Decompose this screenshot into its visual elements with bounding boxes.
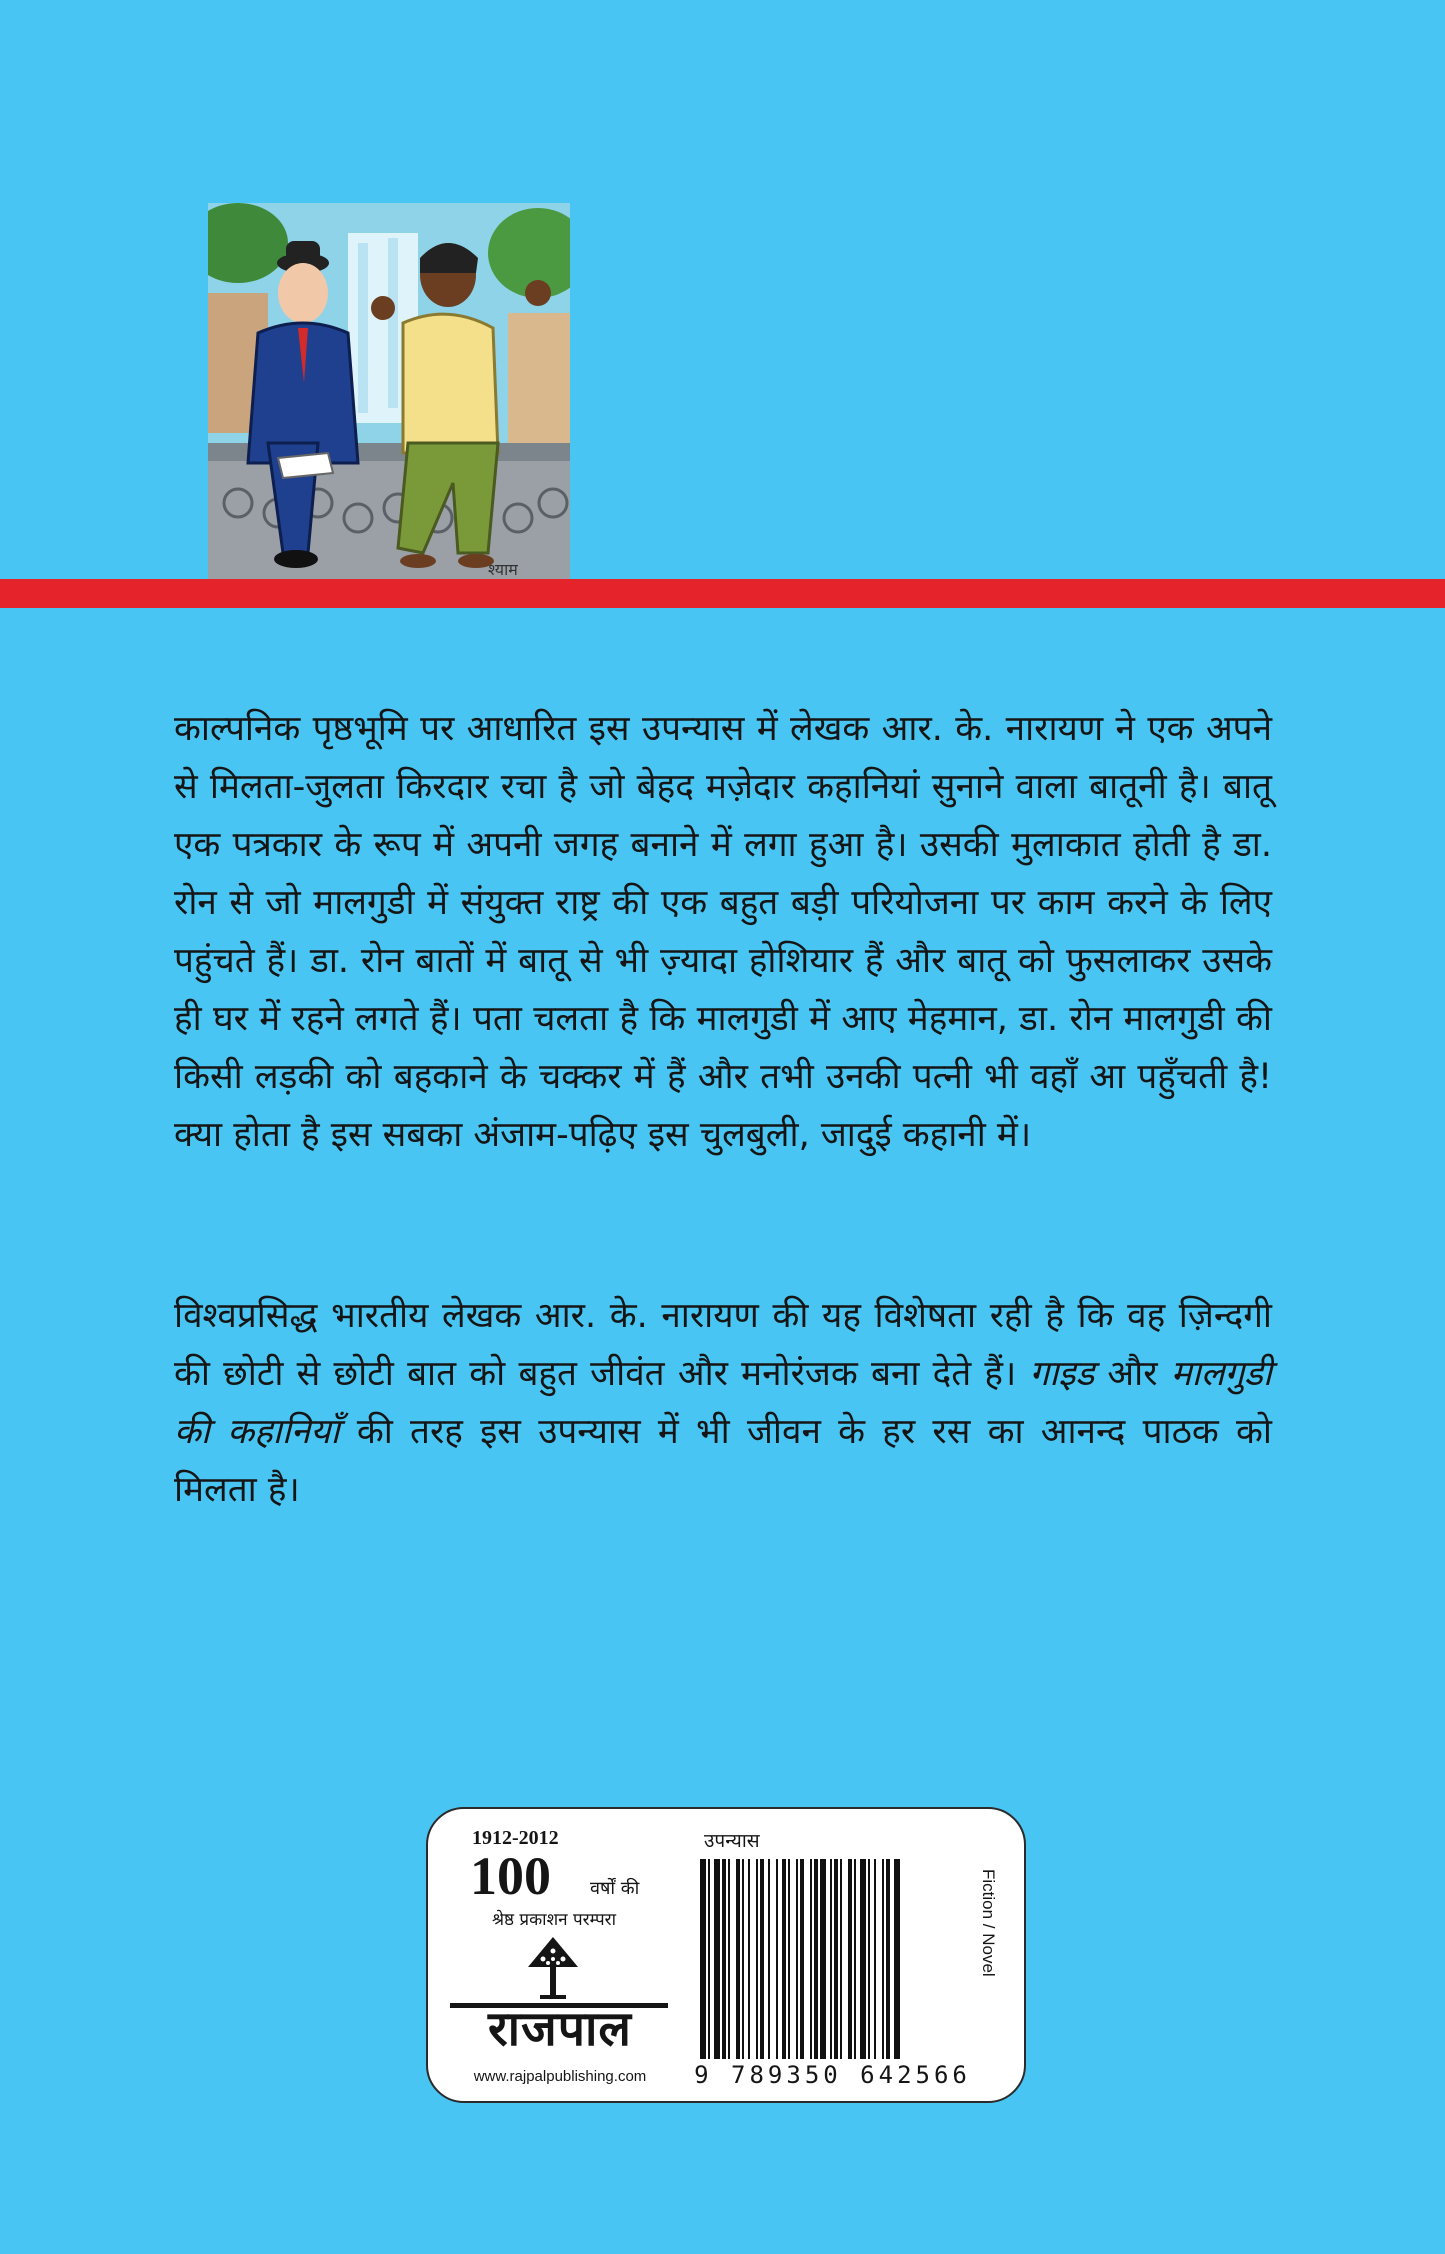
tree-icon — [518, 1933, 588, 2003]
cover-illustration — [208, 203, 570, 579]
publisher-url: www.rajpalpublishing.com — [473, 2068, 647, 2085]
category-label: Fiction / Novel — [979, 1869, 998, 1977]
barcode-bar — [886, 1859, 890, 2059]
barcode-bar — [840, 1859, 842, 2059]
barcode-bar — [834, 1859, 838, 2059]
barcode-bar — [714, 1859, 720, 2059]
barcode-bar — [894, 1859, 900, 2059]
barcode-bar — [700, 1859, 706, 2059]
publisher-tradition: श्रेष्ठ प्रकाशन परम्परा — [491, 1910, 617, 1930]
barcode-bar — [810, 1859, 812, 2059]
description-paragraph-1: काल्पनिक पृष्ठभूमि पर आधारित इस उपन्यास में लेखक आर. के. नारायण ने एक अपने से मिलता-जुलता किरदार रचा है जो बेहद मज़ेदार कहानियां सुनाने वाला बातूनी है। बातू एक पत्रकार के रूप में अपनी जगह बनाने में लगा हुआ है। उसकी मुलाकात होती है डा. रोन से जो मालगुडी में संयुक्त राष्ट्र की एक बहुत बड़ी परियोजना पर काम करने के लिए पहुंचते हैं। डा. रोन बातों में बातू से भी ज़्यादा होशियार हैं और बातू को फुसलाकर उसके ही घर में रहने लगते हैं। पता चलता है कि मालगुडी में आए मेहमान, डा. रोन मालगुडी की किसी लड़की को बहकाने के चक्कर में हैं और तभी उनकी पत्नी भी वहाँ आ पहुँचती है! क्या होता है इस सबका अंजाम-पढ़िए इस चुलबुली, जादुई कहानी में। — [174, 709, 1272, 1155]
barcode-bar — [748, 1859, 750, 2059]
barcode-bar — [788, 1859, 790, 2059]
description-paragraph-2 — [174, 1287, 1272, 1519]
publisher-years: 1912-2012 — [472, 1827, 559, 1849]
publisher-barcode-label — [426, 1807, 1026, 2103]
barcode-bar — [756, 1859, 758, 2059]
barcode-bars — [698, 1859, 963, 2059]
barcode-bar — [742, 1859, 744, 2059]
barcode-bar — [848, 1859, 852, 2059]
barcode-bar — [820, 1859, 826, 2059]
barcode-bar — [796, 1859, 798, 2059]
publisher-100: 100 — [470, 1846, 551, 1906]
paragraph2-end: की तरह इस उपन्यास में भी जीवन के हर रस का आनन्द पाठक को मिलता है। — [174, 1412, 1272, 1510]
barcode-bar — [782, 1859, 786, 2059]
barcode-bar — [722, 1859, 726, 2059]
publisher-name: राजपाल — [488, 2001, 632, 2057]
barcode-bar — [760, 1859, 764, 2059]
barcode-bar — [868, 1859, 870, 2059]
book-title-malgudi: मालगुडी की कहानियाँ — [174, 1354, 1272, 1452]
barcode-bar — [708, 1859, 710, 2059]
barcode-bar — [854, 1859, 856, 2059]
barcode-bar — [776, 1859, 778, 2059]
paragraph2-start: विश्वप्रसिद्ध भारतीय लेखक आर. के. नारायण की यह विशेषता रही है कि वह ज़िन्दगी की छोटी से छोटी बात को बहुत जीवंत और मनोरंजक बना देते हैं। — [174, 1296, 1272, 1394]
book-title-guide: गाइड — [1029, 1354, 1095, 1394]
barcode-bar — [814, 1859, 818, 2059]
publisher-100-suffix: वर्षों की — [590, 1878, 640, 1899]
conjunction-and: और — [1107, 1354, 1158, 1394]
barcode-bar — [860, 1859, 866, 2059]
barcode-bar — [736, 1859, 740, 2059]
artist-signature: श्याम — [488, 560, 518, 579]
barcode-bar — [800, 1859, 804, 2059]
barcode-bar — [882, 1859, 884, 2059]
barcode-bar — [874, 1859, 876, 2059]
genre-label: उपन्यास — [704, 1830, 760, 1852]
barcode-bar — [768, 1859, 770, 2059]
isbn-number: 9 789350 642566 — [694, 2061, 971, 2089]
illustration-art — [208, 203, 570, 579]
barcode-bar — [728, 1859, 730, 2059]
barcode-bar — [830, 1859, 832, 2059]
red-band — [0, 579, 1445, 608]
